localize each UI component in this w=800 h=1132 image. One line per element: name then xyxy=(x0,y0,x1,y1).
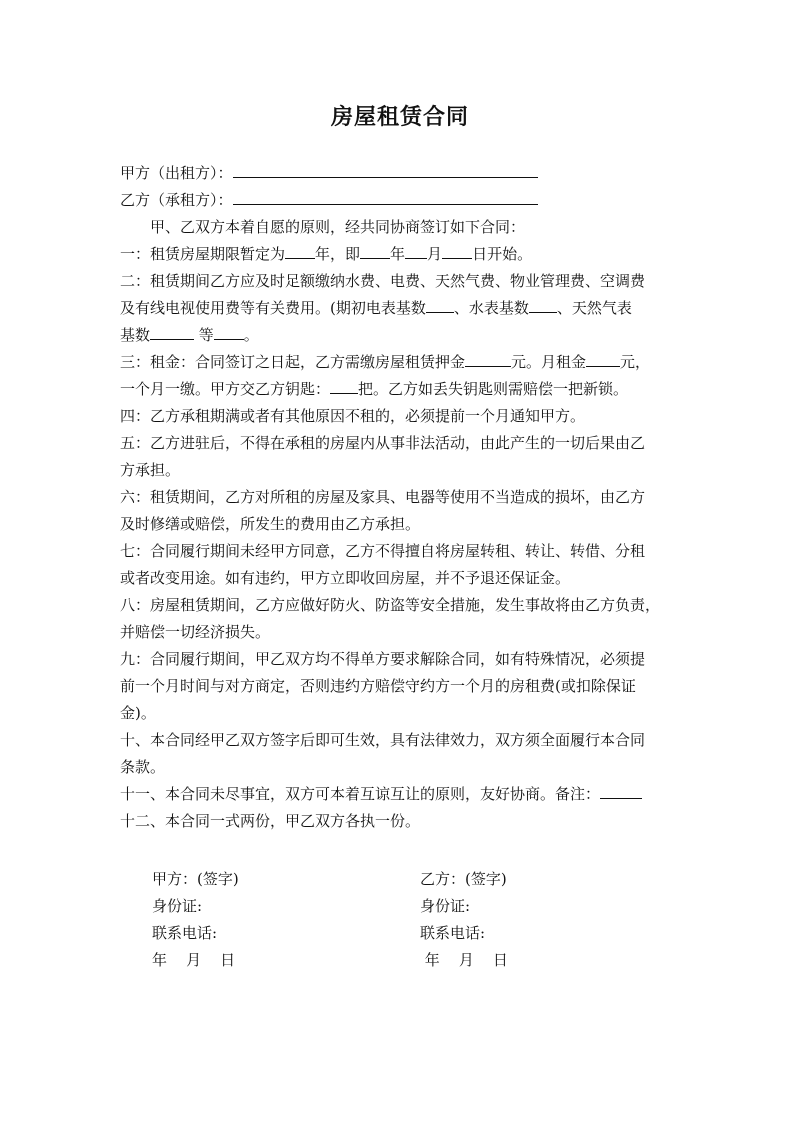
clause-8-line: 八：房屋租赁期间，乙方应做好防火、防盗等安全措施，发生事故将由乙方负责， xyxy=(120,596,661,614)
clause-11 xyxy=(120,781,685,808)
clause-3-blank-keys xyxy=(330,376,358,394)
clause-1-text: 月 xyxy=(427,245,443,263)
clause-9-line: 前一个月时间与对方商定，否则违约方赔偿守约方一个月的房租费(或扣除保证 xyxy=(120,677,636,695)
clause-3-text: 把。乙方如丢失钥匙则需赔偿一把新锁。 xyxy=(358,380,629,398)
party-a-date-label: 年 月 日 xyxy=(152,951,236,969)
clause-2-line: 二：租赁期间乙方应及时足额缴纳水费、电费、天然气费、物业管理费、空调费 xyxy=(120,272,646,290)
clause-3-text: 一个月一缴。甲方交乙方钥匙： xyxy=(120,380,331,398)
clause-2-text: 基数 xyxy=(120,326,151,344)
party-a-id-label: 身份证: xyxy=(152,897,203,915)
clause-2 xyxy=(120,268,685,349)
clause-10-line: 十、本合同经甲乙双方签字后即可生效，具有法律效力，双方须全面履行本合同 xyxy=(120,731,646,749)
party-b-label: 乙方（承租方）： xyxy=(120,191,233,209)
clause-8-line: 并赔偿一切经济损失。 xyxy=(120,623,271,641)
clause-1-text: 一：租赁房屋期限暂定为 xyxy=(120,245,286,263)
clause-2-text: 、天然气表 xyxy=(556,299,632,317)
clause-4: 四：乙方承租期满或者有其他原因不租的，必须提前一个月通知甲方。 xyxy=(120,407,586,425)
clause-3-blank-deposit xyxy=(465,349,511,367)
clause-3 xyxy=(120,349,685,403)
clause-3-text: 三：租金：合同签订之日起，乙方需缴房屋租赁押金 xyxy=(120,353,466,371)
intro-text: 甲、乙双方本着自愿的原则，经共同协商签订如下合同： xyxy=(150,218,526,236)
clause-7-line: 或者改变用途。如有违约，甲方立即收回房屋，并不予退还保证金。 xyxy=(120,569,571,587)
clause-2-blank-etc xyxy=(214,322,244,340)
clause-1 xyxy=(120,241,685,268)
clause-6 xyxy=(120,484,685,538)
clause-11-blank-remarks xyxy=(600,781,642,799)
clause-2-line xyxy=(120,322,685,349)
clause-1-blank-year xyxy=(360,241,390,259)
clause-6-line: 及时修缮或赔偿，所发生的费用由乙方承担。 xyxy=(120,515,421,533)
clause-2-line xyxy=(120,295,685,322)
clause-2-blank-water xyxy=(529,295,557,313)
clause-7 xyxy=(120,538,685,592)
clause-1-text: 日开始。 xyxy=(472,245,533,263)
party-a-signature-label: 甲方：(签字) xyxy=(152,870,239,888)
clause-3-blank-rent xyxy=(586,349,620,367)
party-b-phone-label: 联系电话: xyxy=(420,924,486,942)
clause-3-text: 元， xyxy=(620,353,651,371)
clause-10 xyxy=(120,727,685,781)
clause-3-line xyxy=(120,376,685,403)
clause-3-line xyxy=(120,349,685,376)
clause-9 xyxy=(120,646,685,727)
clause-10-line: 条款。 xyxy=(120,758,166,776)
clause-9-line: 九：合同履行期间，甲乙双方均不得单方要求解除合同，如有特殊情况，必须提 xyxy=(120,650,646,668)
clause-2-text: 等 xyxy=(194,326,214,344)
clause-1-text: 年 xyxy=(390,245,406,263)
contract-body xyxy=(120,160,685,835)
party-a-blank xyxy=(233,160,538,178)
clause-1-text: 年，即 xyxy=(315,245,361,263)
clause-2-text: 。 xyxy=(243,326,259,344)
clause-2-text: 、水表基数 xyxy=(453,299,529,317)
clause-3-text: 元。月租金 xyxy=(511,353,587,371)
clause-2-text: 及有线电视使用费等有关费用。(期初电表基数 xyxy=(120,299,426,317)
clause-1-blank-month xyxy=(405,241,427,259)
clause-1-blank-term xyxy=(285,241,315,259)
clause-11-text: 十一、本合同未尽事宜，双方可本着互谅互让的原则，友好协商。备注： xyxy=(120,785,601,803)
clause-1-blank-day xyxy=(442,241,472,259)
clause-2-blank-gas xyxy=(150,322,194,340)
clause-2-blank-electric xyxy=(426,295,454,313)
party-b-date-label: 年 月 日 xyxy=(420,951,508,969)
party-a-label: 甲方（出租方）： xyxy=(120,164,233,182)
clause-8 xyxy=(120,592,685,646)
clause-12: 十二、本合同一式两份，甲乙双方各执一份。 xyxy=(120,812,421,830)
document-title: 房屋租赁合同 xyxy=(330,105,469,130)
party-b-blank xyxy=(233,187,538,205)
clause-6-line: 六：租赁期间，乙方对所租的房屋及家具、电器等使用不当造成的损坏，由乙方 xyxy=(120,488,646,506)
signature-block-party-b xyxy=(420,866,508,974)
party-a-line xyxy=(120,160,685,187)
signature-block-party-a xyxy=(152,866,239,974)
clause-5 xyxy=(120,430,685,484)
clause-5-line: 方承担。 xyxy=(120,461,181,479)
clause-9-line: 金)。 xyxy=(120,704,156,722)
clause-7-line: 七：合同履行期间未经甲方同意，乙方不得擅自将房屋转租、转让、转借、分租 xyxy=(120,542,646,560)
clause-5-line: 五：乙方进驻后，不得在承租的房屋内从事非法活动，由此产生的一切后果由乙 xyxy=(120,434,646,452)
party-b-line xyxy=(120,187,685,214)
party-b-signature-label: 乙方：(签字) xyxy=(420,870,507,888)
party-a-phone-label: 联系电话: xyxy=(152,924,218,942)
party-b-id-label: 身份证: xyxy=(420,897,471,915)
